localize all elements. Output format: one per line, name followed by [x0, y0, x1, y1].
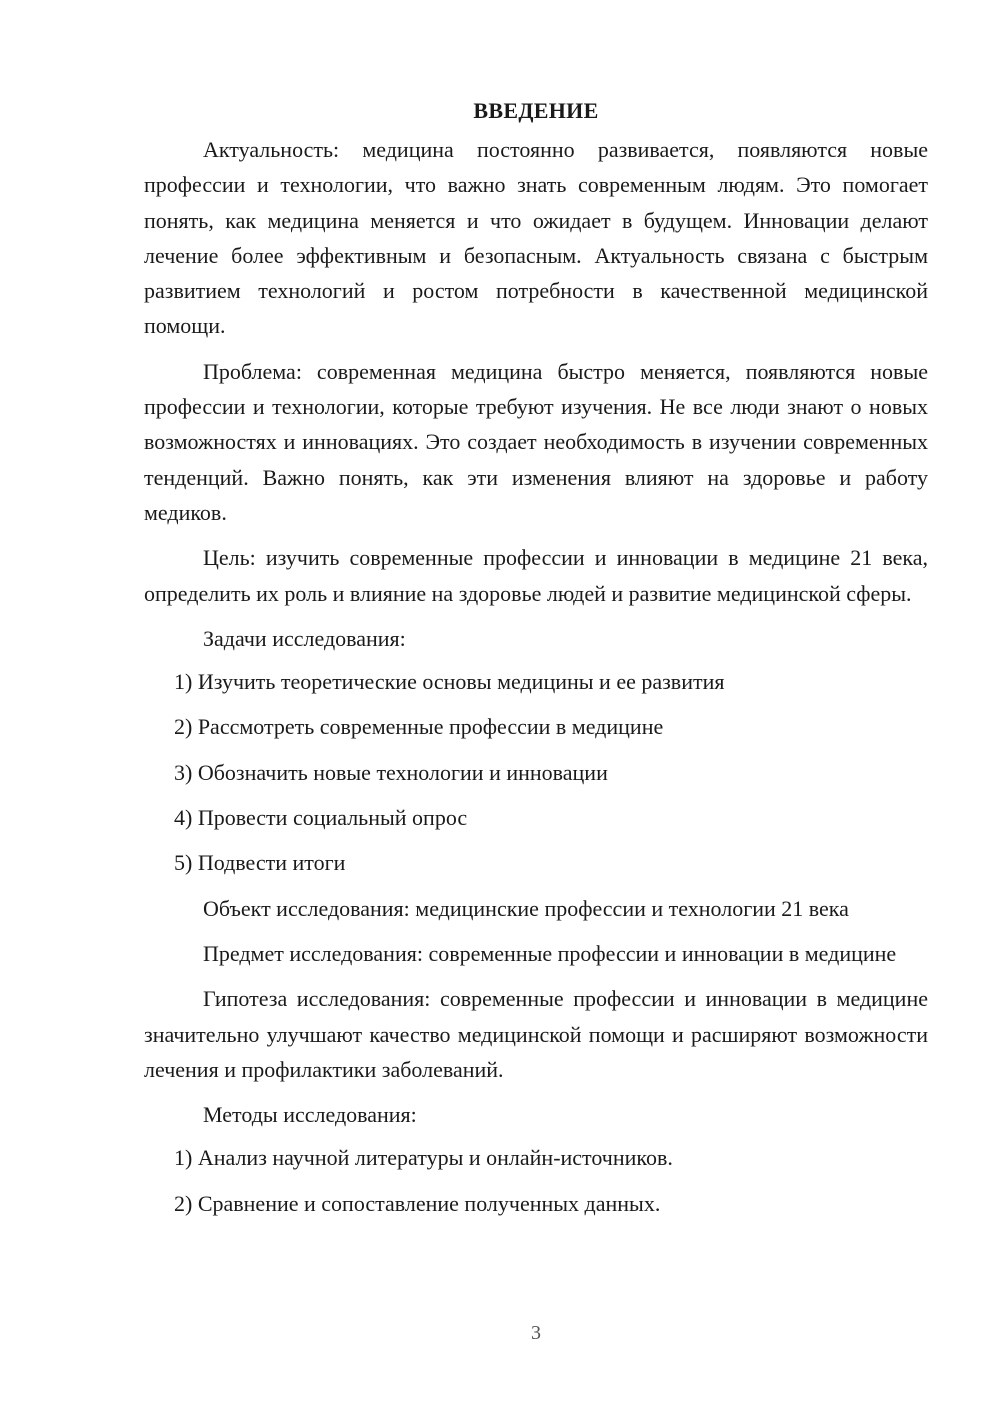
task-item: 3) Обозначить новые технологии и инновации: [174, 759, 608, 785]
tasks-heading: Задачи исследования:: [203, 625, 406, 651]
task-item: 5) Подвести итоги: [174, 850, 346, 876]
page-number: 3: [531, 1322, 541, 1344]
paragraph-problem: Проблема: современная медицина быстро меняется, появляются новые профессии и технологии, которые требуют изучения. Не все люди знают о новых возможностях и инновациях. Это создает необходимость в изучении современных тенденций. Важно понять, как эти изменения влияют на здоровье и работу медиков.: [144, 358, 928, 525]
method-item: 1) Анализ научной литературы и онлайн-источников.: [174, 1145, 673, 1171]
paragraph-subject: Предмет исследования: современные профессии и инновации в медицине: [203, 940, 897, 966]
method-item: 2) Сравнение и сопоставление полученных данных.: [174, 1190, 661, 1216]
paragraph-relevance: Актуальность: медицина постоянно развивается, появляются новые профессии и технологии, что важно знать современным людям. Это помогает понять, как медицина меняется и что ожидает в будущем. Инновации делают лечение более эффективным и безопасным. Актуальность связана с быстрым развитием технологий и ростом потребности в качественной медицинской помощи.: [144, 137, 928, 339]
paragraph-hypothesis: Гипотеза исследования: современные профессии и инновации в медицине значительно улучшают качество медицинской помощи и расширяют возможности лечения и профилактики заболеваний.: [144, 986, 928, 1082]
methods-heading: Методы исследования:: [203, 1102, 417, 1128]
task-item: 4) Провести социальный опрос: [174, 805, 468, 831]
task-item: 1) Изучить теоретические основы медицины и ее развития: [174, 669, 725, 695]
task-item: 2) Рассмотреть современные профессии в медицине: [174, 714, 664, 740]
paragraph-object: Объект исследования: медицинские профессии и технологии 21 века: [203, 895, 849, 921]
document-page: [144, 92, 928, 1231]
paragraph-goal: Цель: изучить современные профессии и инновации в медицине 21 века, определить их роль и влияние на здоровье людей и развитие медицинской сферы.: [144, 545, 928, 606]
page-title: ВВЕДЕНИЕ: [473, 98, 599, 123]
